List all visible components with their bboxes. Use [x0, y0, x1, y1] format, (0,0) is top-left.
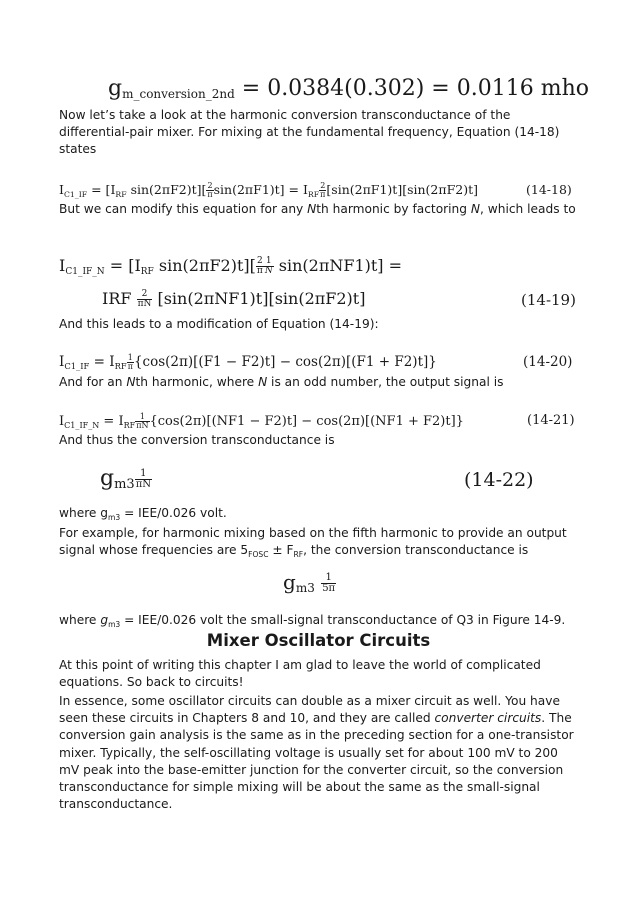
paragraph-odd-harmonic — [59, 374, 577, 391]
italic-variable: N — [470, 202, 481, 216]
frac-numerator: 1 — [135, 469, 152, 480]
frac-numerator: 2 — [256, 256, 263, 266]
equation-conversion-2nd — [108, 76, 589, 101]
eq-part: sin(2πNF1)t] = — [273, 256, 403, 275]
paragraph-text: For example, for harmonic mixing based on the fifth harmonic to provide an output signal whose frequencies are 5 — [59, 526, 567, 558]
paragraph-text: = IEE/0.026 volt. — [120, 506, 227, 520]
paragraph-text: th harmonic, where — [135, 375, 259, 389]
paragraph-text: is an odd number, the output signal is — [267, 375, 504, 389]
text-subscript: FOSC — [248, 550, 269, 560]
eq-part: sin(2πF1)t] = I — [213, 182, 308, 197]
frac-numerator: 1 — [264, 257, 274, 267]
eq-fraction — [264, 257, 274, 276]
paragraph-text: Now let’s take a look at the harmonic conversion transconductance of the differential-pair mixer. For mixing at the fundamental frequency, Equation (14-18) states — [59, 108, 560, 157]
eq-rhs: = 0.0384(0.302) = 0.0116 mho — [241, 76, 589, 101]
paragraph-text: , which leads to — [480, 202, 576, 216]
eq-fraction — [206, 182, 213, 199]
frac-denominator: 5π — [322, 583, 336, 594]
eq-part: IRF — [102, 289, 137, 308]
eq-subscript: m3 — [114, 477, 135, 492]
paragraph-text: But we can modify this equation for any — [59, 202, 308, 216]
paragraph-small-signal — [59, 612, 577, 629]
equation-number-14-22: (14-22) — [464, 469, 534, 491]
eq-symbol: g — [100, 466, 115, 491]
paragraph-text: And this leads to a modification of Equation (14-19): — [59, 317, 379, 331]
eq-part: = [I — [87, 182, 116, 197]
text-subscript: RF — [293, 550, 304, 560]
paragraph-intro — [59, 107, 577, 159]
frac-numerator: 2 — [207, 181, 213, 190]
paragraph-gm3-definition — [59, 505, 577, 522]
eq-symbol: I — [59, 414, 65, 429]
paragraph-back-to-circuits — [59, 657, 577, 691]
italic-variable: N — [126, 375, 136, 389]
eq-fraction — [127, 354, 134, 371]
frac-denominator: πN — [136, 421, 149, 430]
eq-fraction — [256, 257, 264, 276]
eq-part: = I — [89, 354, 115, 370]
equation-number-14-21: (14-21) — [527, 413, 575, 428]
italic-variable: N — [307, 202, 317, 216]
frac-denominator: π — [127, 362, 133, 371]
equation-number-14-18: (14-18) — [526, 182, 572, 197]
equation-14-20 — [59, 354, 437, 371]
frac-denominator: π — [256, 266, 263, 276]
eq-part: {cos(2π)[(F1 − F2)t] − cos(2π)[(F1 + F2)t]} — [133, 354, 437, 370]
eq-symbol: g — [108, 76, 123, 101]
paragraph-text: where — [59, 613, 101, 627]
eq-part: [sin(2πNF1)t][sin(2πF2)t] — [152, 289, 366, 308]
frac-numerator: 2 — [320, 181, 326, 190]
eq-fraction — [321, 573, 336, 594]
paragraph-modification — [59, 316, 577, 333]
paragraph-nth-harmonic — [59, 201, 577, 218]
frac-numerator: 1 — [127, 353, 133, 362]
eq-part: sin(2πF2)t][ — [126, 182, 207, 197]
section-heading: Mixer Oscillator Circuits — [206, 631, 431, 650]
paragraph-text: = IEE/0.026 volt the small-signal transconductance of Q3 in Figure 14-9. — [120, 613, 566, 627]
paragraph-fifth-harmonic-example — [59, 525, 577, 559]
eq-symbol: I — [59, 256, 66, 275]
paragraph-text: ± F — [268, 543, 294, 558]
equation-14-22 — [100, 466, 152, 491]
paragraph-text: where g — [59, 506, 109, 520]
equation-14-19-line2 — [102, 289, 365, 309]
frac-denominator: πN — [135, 478, 152, 490]
eq-subscript: RF — [115, 190, 127, 199]
eq-subscript: m_conversion_2nd — [122, 87, 235, 101]
frac-numerator: 2 — [137, 290, 153, 300]
eq-fraction — [135, 413, 149, 430]
eq-subscript: RF — [114, 361, 127, 371]
paragraph-text: , the conversion transconductance is — [303, 543, 529, 558]
eq-part: {cos(2π)[(NF1 − F2)t] − cos(2π)[(NF1 + F2)t]} — [149, 414, 464, 429]
paragraph-text: th harmonic by factoring — [316, 202, 471, 216]
eq-subscript: m3 — [295, 581, 315, 595]
equation-number-14-19: (14-19) — [521, 291, 576, 309]
eq-subscript: C1_IF — [63, 190, 88, 199]
eq-subscript: C1_IF_N — [64, 421, 100, 430]
eq-part: [sin(2πF1)t][sin(2πF2)t] — [326, 182, 478, 197]
eq-subscript: RF — [307, 190, 320, 199]
paragraph-text: . The conversion gain analysis is the same as in the preceding section for a one-transistor mixer. Typically, the self-oscillating voltage is usually set for about 100 mV to 200 mV peak into the base-emitter junction for the converter circuit, so the conversion transconductance for simple mixing will be about the same as the small-signal transconductance. — [59, 711, 574, 812]
frac-denominator: N — [264, 266, 273, 276]
eq-fraction — [135, 469, 152, 490]
equation-fifth-harmonic — [283, 570, 336, 594]
frac-numerator: 1 — [135, 413, 149, 422]
eq-part: = [I — [104, 256, 141, 275]
eq-subscript: C1_IF — [64, 361, 90, 371]
italic-variable: N — [258, 375, 268, 389]
eq-part: = I — [99, 414, 124, 429]
text-subscript: m3 — [108, 513, 121, 522]
eq-subscript: RF — [123, 421, 136, 430]
frac-numerator: 1 — [321, 573, 336, 584]
paragraph-text: And thus the conversion transconductance is — [59, 433, 335, 447]
eq-fraction — [137, 290, 153, 309]
emphasis-text: converter circuits — [434, 711, 542, 726]
equation-14-18 — [59, 182, 478, 199]
equation-14-19-line1 — [59, 256, 402, 276]
italic-variable: g — [100, 613, 109, 627]
paragraph-text: And for an — [59, 375, 127, 389]
frac-denominator: π — [207, 190, 213, 199]
equation-number-14-20: (14-20) — [523, 354, 573, 370]
frac-denominator: π — [320, 190, 326, 199]
paragraph-converter-circuits — [59, 693, 577, 813]
equation-14-21 — [59, 413, 464, 430]
eq-symbol: I — [59, 182, 64, 197]
paragraph-text: At this point of writing this chapter I am glad to leave the world of complicated equations. So back to circuits! — [59, 658, 541, 690]
eq-subscript: C1_IF_N — [65, 267, 105, 277]
eq-symbol: I — [59, 354, 65, 370]
eq-subscript: RF — [140, 267, 154, 277]
paragraph-conversion-transconductance — [59, 432, 577, 449]
text-subscript: m3 — [108, 620, 121, 629]
frac-denominator: πN — [137, 299, 152, 309]
paragraph-text: In essence, some oscillator circuits can double as a mixer circuit as well. You have seen these circuits in Chapters 8 and 10, and they are called — [59, 694, 560, 726]
eq-part: sin(2πF2)t][ — [153, 256, 256, 275]
eq-symbol: g — [283, 570, 296, 594]
